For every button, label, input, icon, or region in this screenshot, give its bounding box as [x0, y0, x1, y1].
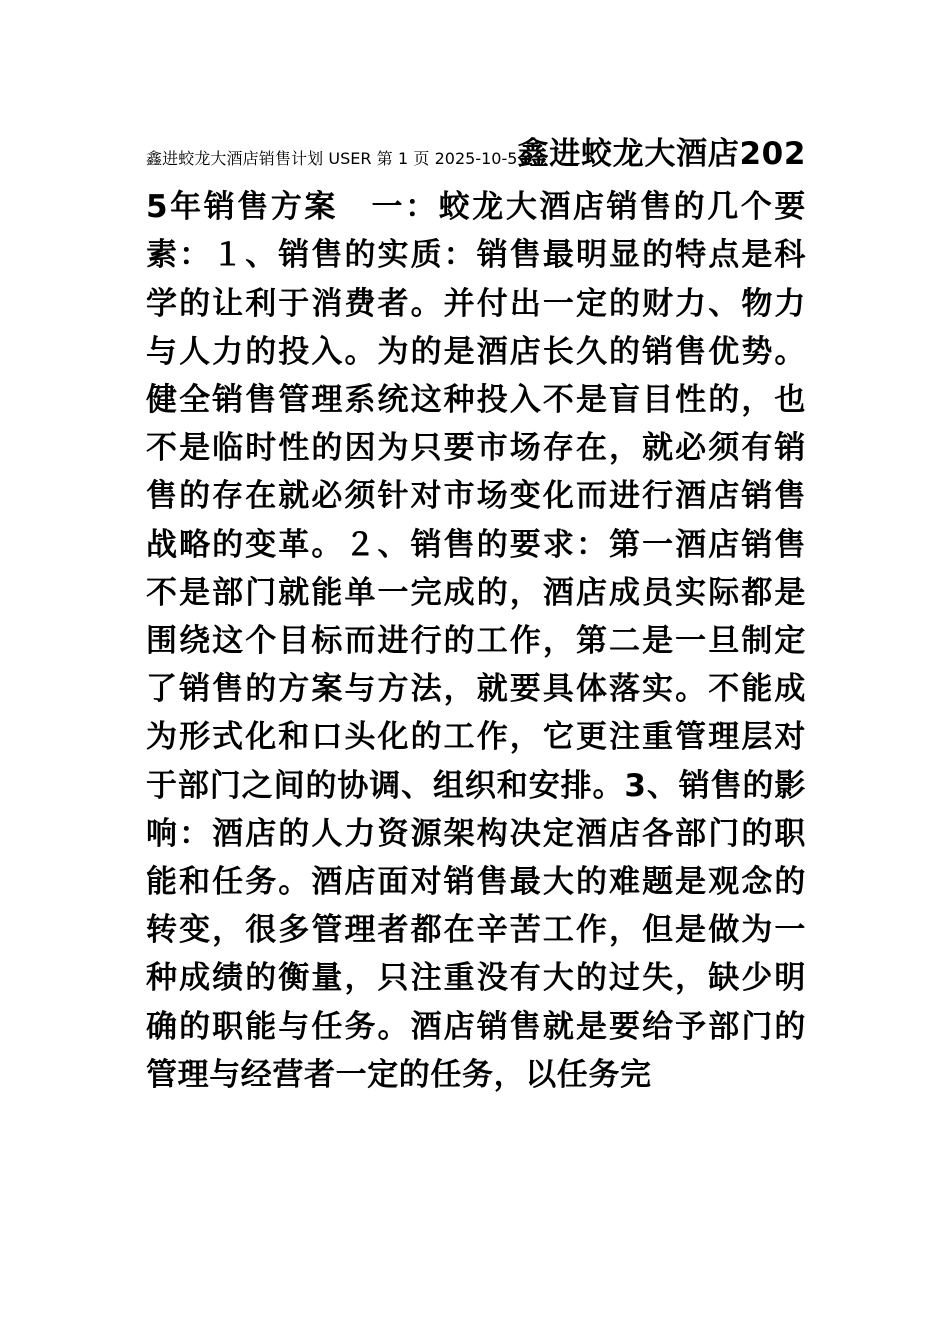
document-body-text: 鑫进蛟龙大酒店2025年销售方案 一：蛟龙大酒店销售的几个要素：１、销售的实质：销售最明显的特点是科学的让利于消费者。并付出一定的财力、物力与人力的投入。为的是酒店长久的销售优势。健全销售管理系统这种投入不是盲目性的，也不是临时性的因为只要市场存在，就必须有销售的存在就必须针对市场变化而进行酒店销售战略的变革。２、销售的要求：第一酒店销售不是部门就能单一完成的，酒店成员实际都是围绕这个目标而进行的工作，第二是一旦制定了销售的方案与方法，就要具体落实。不能成为形式化和口头化的工作，它更注重管理层对于部门之间的协调、组织和安排。3、销售的影响：酒店的人力资源架构决定酒店各部门的职能和任务。酒店面对销售最大的难题是观念的转变，很多管理者都在辛苦工作，但是做为一种成绩的衡量，只注重没有大的过失，缺少明确的职能与任务。酒店销售就是要给予部门的管理与经营者一定的任务，以任务完	[146, 136, 806, 1093]
document-text-block	[146, 130, 806, 1099]
page-header: 鑫进蛟龙大酒店销售计划 USER 第 1 页 2025-10-5	[146, 149, 518, 168]
